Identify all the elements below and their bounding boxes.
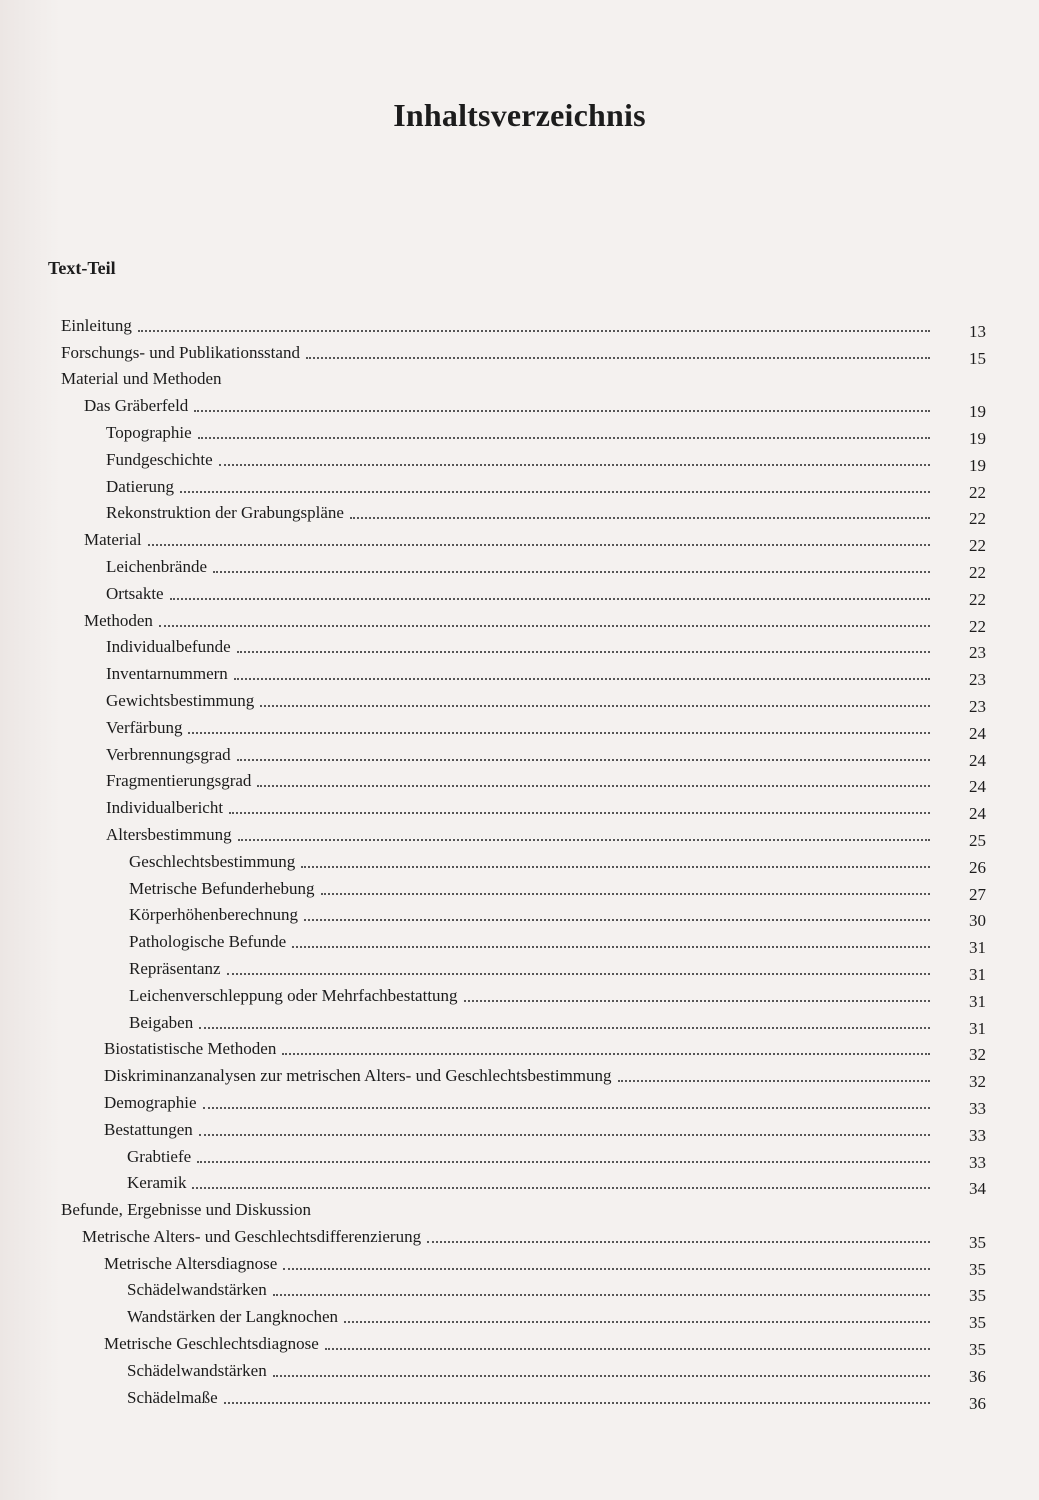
toc-page-number: 35 — [969, 1340, 986, 1360]
toc-leader-dots — [237, 650, 930, 653]
toc-entry — [0, 711, 1039, 743]
toc-entry — [0, 443, 1039, 475]
toc-label: Einleitung — [61, 315, 132, 335]
toc-label: Metrische Befunderhebung — [129, 878, 315, 898]
toc-entry — [0, 1381, 1039, 1413]
toc-page-number: 32 — [969, 1045, 986, 1065]
toc-label: Fragmentierungsgrad — [106, 771, 252, 791]
section-heading: Text-Teil — [48, 258, 116, 278]
toc-label: Schädelmaße — [127, 1387, 218, 1407]
toc-label: Grabtiefe — [127, 1146, 192, 1166]
toc-label: Wandstärken der Langknochen — [127, 1307, 339, 1327]
toc-page-number: 31 — [969, 938, 986, 958]
toc-page-number: 13 — [969, 321, 986, 341]
toc-entry — [0, 1140, 1039, 1172]
toc-entry — [0, 631, 1039, 663]
toc-entry — [0, 1086, 1039, 1118]
toc-page-number: 33 — [969, 1098, 986, 1118]
toc-page-number: 19 — [969, 455, 986, 475]
toc-leader-dots — [237, 758, 930, 761]
toc-entry — [0, 577, 1039, 609]
toc-leader-dots — [257, 784, 930, 787]
toc-page-number: 22 — [969, 482, 986, 502]
toc-entry — [0, 1033, 1039, 1065]
toc-label: Fundgeschichte — [106, 449, 213, 469]
toc-leader-dots — [273, 1374, 930, 1377]
toc-entry — [0, 738, 1039, 770]
toc-entry — [0, 899, 1039, 931]
toc-page-number: 24 — [969, 804, 986, 824]
toc-page-number: 35 — [969, 1259, 986, 1279]
toc-page-number: 22 — [969, 509, 986, 529]
toc-label: Demographie — [104, 1092, 197, 1112]
toc-leader-dots — [138, 329, 930, 332]
toc-page-number: 19 — [969, 402, 986, 422]
toc-label: Schädelwandstärken — [127, 1360, 267, 1380]
toc-page-number: 30 — [969, 911, 986, 931]
toc-page-number: 23 — [969, 670, 986, 690]
toc-entry — [0, 1274, 1039, 1306]
toc-leader-dots — [292, 945, 930, 948]
toc-leader-dots — [224, 1401, 930, 1404]
toc-leader-dots — [199, 1133, 930, 1136]
toc-page-number: 23 — [969, 643, 986, 663]
toc-entry — [0, 336, 1039, 368]
toc-label: Metrische Geschlechtsdiagnose — [104, 1334, 319, 1354]
toc-entry — [0, 818, 1039, 850]
toc-leader-dots — [192, 1186, 930, 1189]
toc-entry — [0, 470, 1039, 502]
toc-leader-dots — [194, 409, 930, 412]
toc-leader-dots — [170, 597, 930, 600]
toc-leader-dots — [213, 570, 930, 573]
toc-label: Individualbefunde — [106, 637, 231, 657]
toc-leader-dots — [427, 1240, 930, 1243]
toc-label: Leichenverschleppung oder Mehrfachbestattung — [129, 985, 458, 1005]
toc-page-number: 35 — [969, 1232, 986, 1252]
toc-leader-dots — [321, 892, 930, 895]
toc-entry — [0, 1247, 1039, 1279]
toc-entry — [0, 925, 1039, 958]
toc-page-number: 22 — [969, 589, 986, 609]
table-of-contents — [0, 309, 1039, 1413]
toc-leader-dots — [228, 384, 930, 385]
toc-label: Metrische Altersdiagnose — [104, 1253, 278, 1273]
toc-page-number: 31 — [969, 991, 986, 1011]
toc-label: Metrische Alters- und Geschlechtsdifferenzierung — [82, 1226, 422, 1246]
toc-page-number: 24 — [969, 750, 986, 770]
toc-leader-dots — [197, 1160, 930, 1163]
toc-entry — [0, 684, 1039, 716]
toc-entry — [0, 845, 1039, 877]
toc-label: Repräsentanz — [129, 958, 221, 978]
toc-entry — [0, 604, 1039, 636]
toc-entry — [0, 979, 1039, 1011]
toc-entry — [0, 1113, 1039, 1145]
toc-entry — [0, 1059, 1039, 1092]
toc-label: Pathologische Befunde — [129, 932, 287, 952]
toc-leader-dots — [618, 1079, 930, 1082]
toc-page-number: 36 — [969, 1393, 986, 1413]
toc-label: Topographie — [106, 422, 192, 442]
toc-label: Material und Methoden — [61, 369, 222, 389]
toc-page-number: 36 — [969, 1366, 986, 1386]
toc-leader-dots — [325, 1347, 930, 1350]
toc-page-number: 25 — [969, 830, 986, 850]
toc-page-number: 31 — [969, 1018, 986, 1038]
toc-leader-dots — [304, 918, 930, 921]
toc-entry — [0, 657, 1039, 690]
toc-leader-dots — [199, 1026, 930, 1029]
toc-entry — [0, 497, 1039, 529]
toc-page-number: 22 — [969, 536, 986, 556]
toc-label: Leichenbrände — [106, 556, 207, 576]
toc-entry — [0, 791, 1039, 824]
toc-heading — [0, 363, 1039, 390]
toc-label: Diskriminanzanalysen zur metrischen Alters- und Geschlechtsbestimmung — [104, 1066, 612, 1086]
toc-heading — [0, 1193, 1039, 1220]
toc-label: Datierung — [106, 476, 174, 496]
toc-leader-dots — [227, 972, 930, 975]
toc-entry — [0, 872, 1039, 904]
toc-page-number: 15 — [969, 348, 986, 368]
toc-leader-dots — [198, 436, 930, 439]
toc-leader-dots — [238, 838, 930, 841]
toc-label: Körperhöhenberechnung — [129, 905, 298, 925]
toc-label: Methoden — [84, 610, 153, 630]
toc-page-number: 23 — [969, 696, 986, 716]
toc-page-number: 24 — [969, 777, 986, 797]
toc-label: Ortsakte — [106, 583, 164, 603]
toc-page-number: 31 — [969, 964, 986, 984]
toc-label: Geschlechtsbestimmung — [129, 851, 296, 871]
toc-page-number: 35 — [969, 1286, 986, 1306]
toc-label: Keramik — [127, 1173, 187, 1193]
toc-label: Material — [84, 530, 142, 550]
toc-label: Individualbericht — [106, 798, 224, 818]
toc-page-number: 33 — [969, 1125, 986, 1145]
toc-leader-dots — [234, 677, 930, 680]
toc-entry — [0, 1220, 1039, 1252]
toc-page-number: 22 — [969, 616, 986, 636]
toc-entry — [0, 416, 1039, 448]
toc-entry — [0, 1354, 1039, 1386]
toc-page-number: 34 — [969, 1179, 986, 1199]
toc-leader-dots — [301, 865, 930, 868]
toc-leader-dots — [219, 463, 930, 466]
toc-leader-dots — [350, 516, 930, 519]
toc-page-number: 33 — [969, 1152, 986, 1172]
page-title: Inhaltsverzeichnis — [393, 97, 646, 134]
toc-entry — [0, 309, 1039, 341]
toc-leader-dots — [464, 999, 930, 1002]
toc-entry — [0, 389, 1039, 422]
toc-leader-dots — [159, 624, 930, 627]
toc-entry — [0, 550, 1039, 582]
toc-entry — [0, 1300, 1039, 1333]
toc-leader-dots — [260, 704, 930, 707]
toc-label: Gewichtsbestimmung — [106, 690, 255, 710]
toc-entry — [0, 765, 1039, 797]
toc-label: Beigaben — [129, 1012, 194, 1032]
toc-label: Schädelwandstärken — [127, 1280, 267, 1300]
toc-label: Verbrennungsgrad — [106, 744, 231, 764]
toc-leader-dots — [188, 731, 930, 734]
toc-page-number: 24 — [969, 723, 986, 743]
toc-label: Rekonstruktion der Grabungspläne — [106, 503, 344, 523]
toc-leader-dots — [229, 811, 930, 814]
toc-entry — [0, 1327, 1039, 1360]
toc-leader-dots — [273, 1293, 930, 1296]
toc-label: Forschungs- und Publikationsstand — [61, 342, 300, 362]
toc-leader-dots — [306, 356, 930, 359]
toc-leader-dots — [282, 1052, 930, 1055]
toc-page-number: 22 — [969, 562, 986, 582]
toc-entry — [0, 523, 1039, 556]
toc-label: Das Gräberfeld — [84, 396, 189, 416]
toc-leader-dots — [344, 1320, 930, 1323]
toc-leader-dots — [180, 490, 930, 493]
toc-entry — [0, 952, 1039, 984]
toc-label: Verfärbung — [106, 717, 183, 737]
toc-entry — [0, 1006, 1039, 1038]
toc-label: Befunde, Ergebnisse und Diskussion — [61, 1200, 311, 1220]
toc-page-number: 32 — [969, 1072, 986, 1092]
toc-page-number: 27 — [969, 884, 986, 904]
toc-leader-dots — [203, 1106, 930, 1109]
toc-page-number: 26 — [969, 857, 986, 877]
toc-label: Altersbestimmung — [106, 824, 232, 844]
toc-page-number: 19 — [969, 428, 986, 448]
toc-label: Biostatistische Methoden — [104, 1039, 277, 1059]
toc-page-number: 35 — [969, 1313, 986, 1333]
toc-label: Inventarnummern — [106, 664, 228, 684]
toc-entry — [0, 1167, 1039, 1199]
toc-leader-dots — [317, 1215, 930, 1216]
toc-leader-dots — [148, 543, 930, 546]
toc-leader-dots — [283, 1267, 930, 1270]
toc-label: Bestattungen — [104, 1119, 193, 1139]
